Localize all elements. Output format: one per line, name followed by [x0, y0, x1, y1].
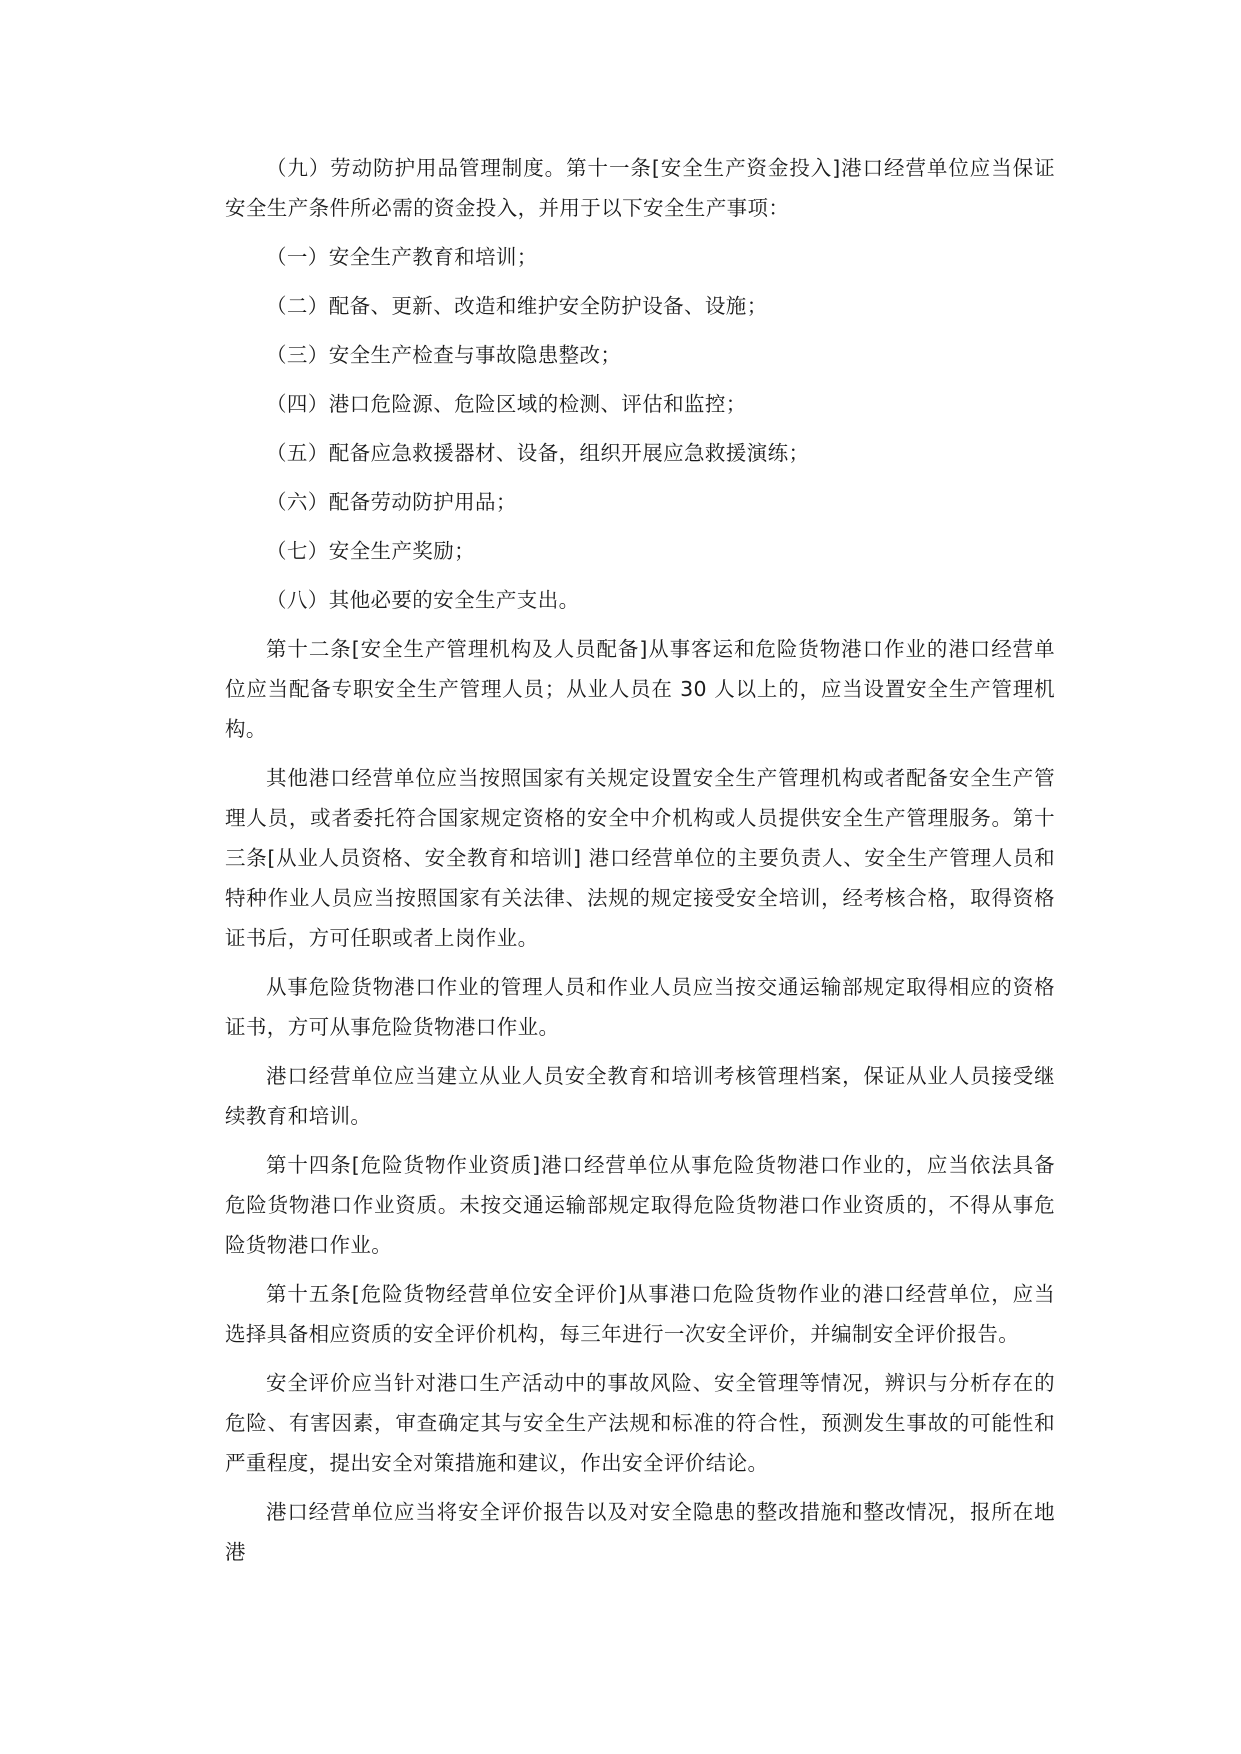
document-body: [225, 148, 1055, 1581]
list-item-1: （一）安全生产教育和培训；: [266, 245, 538, 269]
list-item-2: （二）配备、更新、改造和维护安全防护设备、设施；: [266, 294, 768, 318]
list-item-4: （四）港口危险源、危险区域的检测、评估和监控；: [266, 392, 747, 416]
article-13-paragraph-2: 从事危险货物港口作业的管理人员和作业人员应当按交通运输部规定取得相应的资格证书，方可从事危险货物港口作业。: [225, 975, 1055, 1039]
list-item-6: （六）配备劳动防护用品；: [266, 490, 517, 514]
list-item-7: （七）安全生产奖励；: [266, 539, 475, 563]
article-15-paragraph-2: 安全评价应当针对港口生产活动中的事故风险、安全管理等情况，辨识与分析存在的危险、有害因素，审查确定其与安全生产法规和标准的符合性，预测发生事故的可能性和严重程度，提出安全对策措施和建议，作出安全评价结论。: [225, 1371, 1055, 1475]
article-12-paragraph: 第十二条[安全生产管理机构及人员配备]从事客运和危险货物港口作业的港口经营单位应当配备专职安全生产管理人员；从业人员在 30 人以上的，应当设置安全生产管理机构。: [225, 637, 1055, 741]
article-12-and-13-paragraph: 其他港口经营单位应当按照国家有关规定设置安全生产管理机构或者配备安全生产管理人员，或者委托符合国家规定资格的安全中介机构或人员提供安全生产管理服务。第十三条[从业人员资格、安全教育和培训] 港口经营单位的主要负责人、安全生产管理人员和特种作业人员应当按照国家有关法律、法规的规定接受安全培训，经考核合格，取得资格证书后，方可任职或者上岗作业。: [225, 766, 1055, 950]
article-15-paragraph-3: 港口经营单位应当将安全评价报告以及对安全隐患的整改措施和整改情况，报所在地港: [225, 1500, 1055, 1564]
article-14-paragraph: 第十四条[危险货物作业资质]港口经营单位从事危险货物港口作业的，应当依法具备危险货物港口作业资质。未按交通运输部规定取得危险货物港口作业资质的，不得从事危险货物港口作业。: [225, 1153, 1055, 1257]
paragraph-item-9-and-article-11: （九）劳动防护用品管理制度。第十一条[安全生产资金投入]港口经营单位应当保证安全生产条件所必需的资金投入，并用于以下安全生产事项：: [225, 156, 1055, 220]
list-item-5: （五）配备应急救援器材、设备，组织开展应急救援演练；: [266, 441, 810, 465]
article-13-paragraph-3: 港口经营单位应当建立从业人员安全教育和培训考核管理档案，保证从业人员接受继续教育和培训。: [225, 1064, 1055, 1128]
article-15-paragraph: 第十五条[危险货物经营单位安全评价]从事港口危险货物作业的港口经营单位，应当选择具备相应资质的安全评价机构，每三年进行一次安全评价，并编制安全评价报告。: [225, 1282, 1055, 1346]
list-item-8: （八）其他必要的安全生产支出。: [266, 588, 580, 612]
list-item-3: （三）安全生产检查与事故隐患整改；: [266, 343, 622, 367]
